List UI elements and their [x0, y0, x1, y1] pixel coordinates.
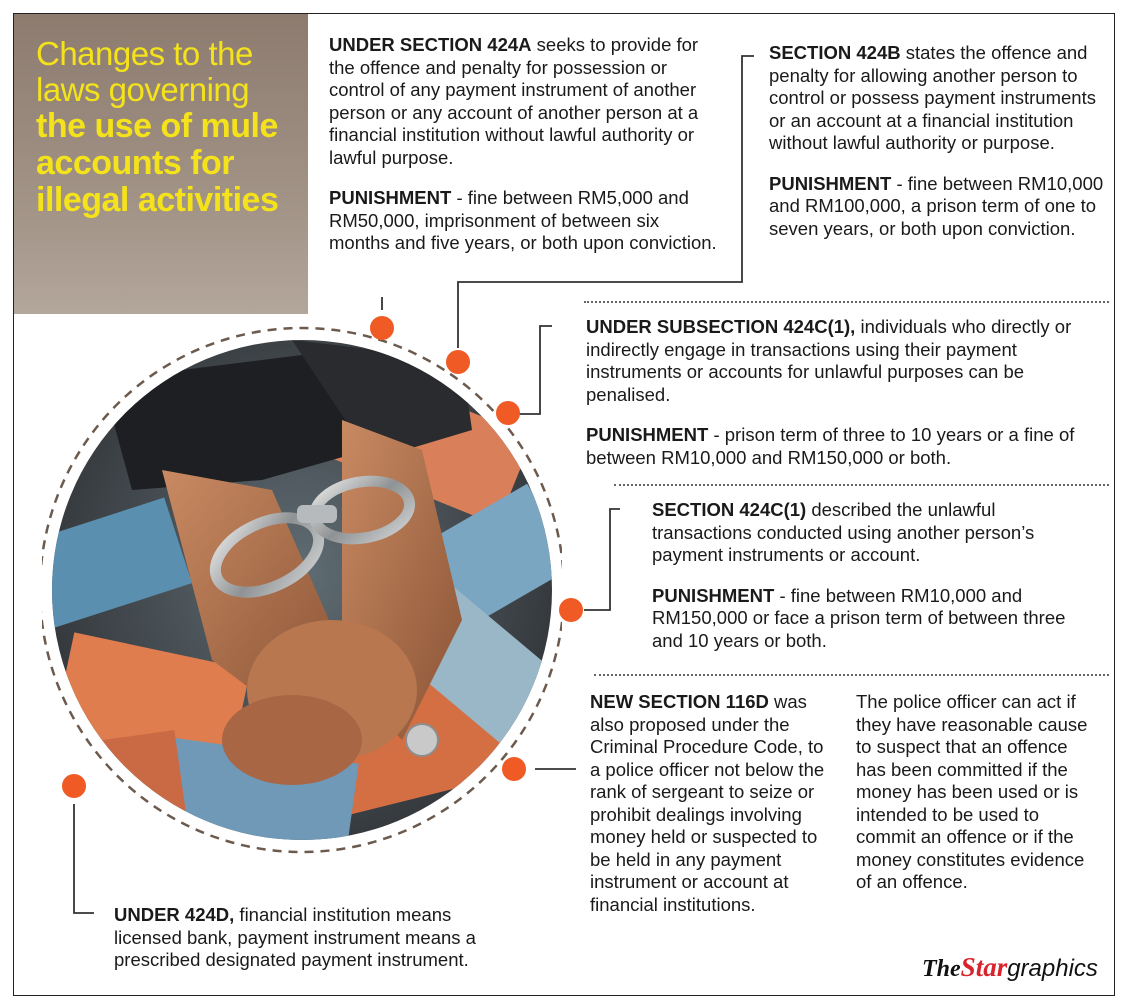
- subsection-424c1-punishment: - prison term of three to 10 years or a fine of between RM10,000 and RM150,000 or both.: [586, 424, 1075, 468]
- section-116d-body: was also proposed under the Criminal Procedure Code, to a police officer not below the rank of sergeant to seize or prohibit dealings involving money held or suspected to be held in any payment instrument or account at financial institutions.: [590, 691, 825, 915]
- section-424d-heading: UNDER 424D,: [114, 904, 235, 925]
- divider-3: [594, 674, 1109, 676]
- section-424c1-punishment: - fine between RM10,000 and RM150,000 or face a prison term of between three and 10 years or both.: [652, 584, 1066, 651]
- handcuffs-money-image: [42, 320, 562, 880]
- title-light: Changes to the laws governing: [36, 35, 253, 108]
- section-116d: [590, 691, 830, 934]
- divider-2: [614, 484, 1109, 486]
- section-424c1-heading: SECTION 424C(1): [652, 499, 807, 520]
- subsection-424c1-punishment-label: PUNISHMENT: [586, 424, 709, 445]
- section-424b-punishment-label: PUNISHMENT: [769, 172, 892, 194]
- section-424a-punishment-label: PUNISHMENT: [329, 187, 452, 208]
- photo-illustration: [42, 320, 562, 885]
- police-officer-note: [856, 691, 1101, 912]
- logo-the: The: [922, 956, 961, 982]
- section-424d-body: financial institution means licensed bank, payment instrument means a prescribed designated payment instrument.: [114, 904, 476, 970]
- subsection-424c1: [586, 316, 1106, 487]
- section-424a-heading: UNDER SECTION 424A: [329, 34, 532, 55]
- subsection-424c1-body: individuals who directly or indirectly engage in transactions using their payment instruments or accounts for unlawful purposes can be penalised.: [586, 316, 1072, 405]
- logo-graphics: graphics: [1007, 955, 1098, 982]
- title-bold: the use of mule accounts for illegal activities: [36, 107, 279, 219]
- subsection-424c1-heading: UNDER SUBSECTION 424C(1),: [586, 316, 856, 337]
- section-424a: [329, 34, 724, 273]
- logo-star: Star: [960, 952, 1008, 982]
- the-star-graphics-logo: [922, 952, 1098, 983]
- police-officer-body: The police officer can act if they have reasonable cause to suspect that an offence has been committed if the money has been used or is intended to be used to commit an offence or if the money constitutes evidence of an offence.: [856, 691, 1088, 892]
- section-424b-heading: SECTION 424B: [769, 42, 901, 63]
- section-424d: [114, 904, 524, 990]
- title-panel: [14, 14, 308, 314]
- marker-dot-424c1: [559, 598, 583, 622]
- section-424b-body: states the offence and penalty for allowing another person to control or possess payment instruments or an account at a financial institution without lawful authority or purpose.: [769, 42, 1096, 153]
- section-424c1-punishment-label: PUNISHMENT: [652, 584, 775, 606]
- section-424b-punishment: - fine between RM10,000 and RM100,000, a prison term of one to seven years, or both upon conviction.: [769, 172, 1104, 239]
- section-424a-body: seeks to provide for the offence and penalty for possession or control of any payment instrument of another person or any account of another person at a financial institution without lawful authority or lawful purpose.: [329, 34, 699, 168]
- section-424c1: [652, 499, 1072, 670]
- section-424a-punishment: - fine between RM5,000 and RM50,000, imprisonment of between six months and five years, or both upon conviction.: [329, 187, 717, 253]
- divider-1: [584, 301, 1109, 303]
- section-424b: [769, 42, 1104, 258]
- infographic-frame: [13, 13, 1115, 996]
- section-116d-heading: NEW SECTION 116D: [590, 691, 769, 712]
- section-424c1-body: described the unlawful transactions conducted using another person’s payment instruments or account.: [652, 499, 1035, 565]
